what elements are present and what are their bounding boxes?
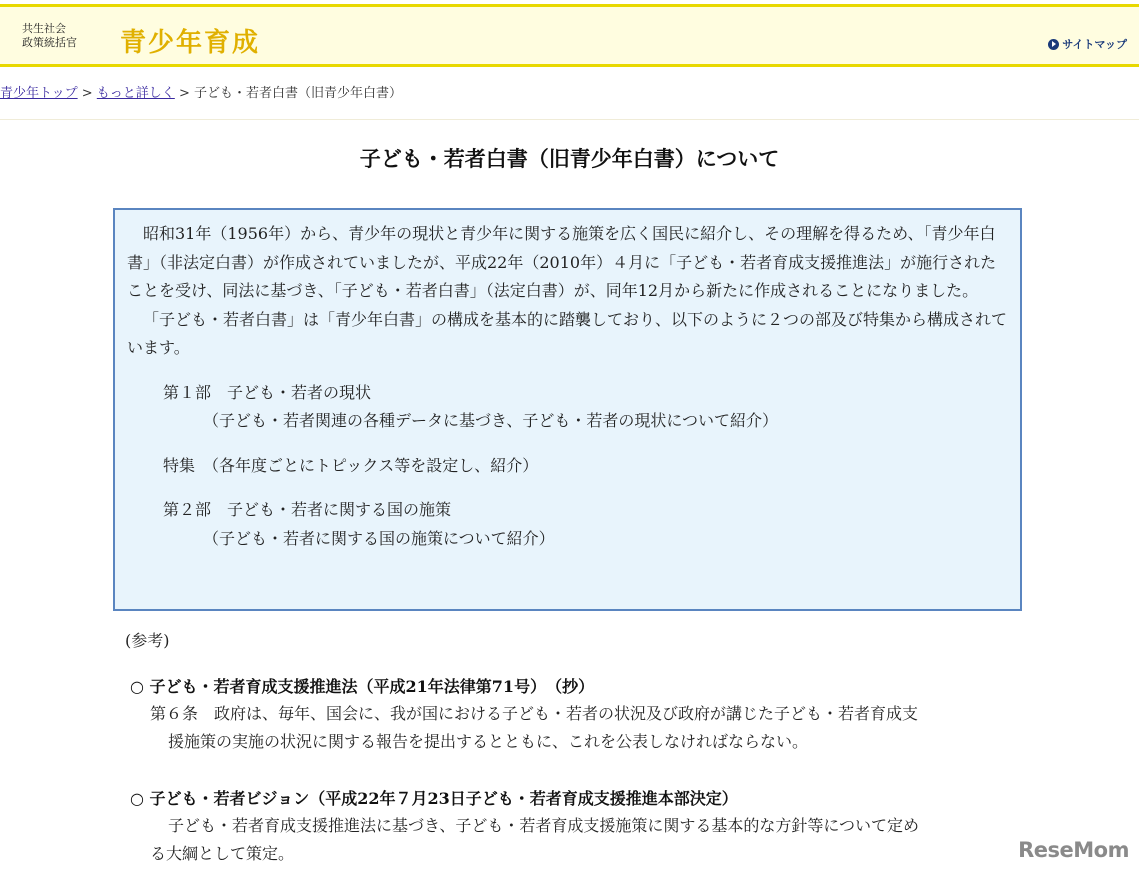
parts-list — [127, 379, 1008, 554]
law-title: ○ 子ども・若者ビジョン（平成22年７月23日子ども・若者育成支援推進本部決定） — [130, 789, 738, 808]
law-text-line: る大綱として策定。 — [150, 844, 295, 863]
part-item — [163, 379, 1008, 436]
law-title: ○ 子ども・若者育成支援推進法（平成21年法律第71号） （抄） — [130, 677, 595, 696]
breadcrumb-more-link[interactable]: もっと詳しく — [96, 86, 175, 101]
law-body — [150, 700, 1020, 756]
breadcrumb-current: 子ども・若者白書（旧青少年白書） — [193, 86, 402, 101]
org-line2: 政策統括官 — [22, 36, 77, 49]
intro-box — [113, 208, 1022, 611]
law-text-line: 援施策の実施の状況に関する報告を提出するとともに、これを公表しなければならない。 — [168, 732, 809, 751]
part-description: （子ども・若者関連の各種データに基づき、子ども・若者の現状について紹介） — [203, 411, 779, 430]
sitemap-label: サイトマップ — [1062, 38, 1127, 51]
breadcrumb — [0, 82, 402, 101]
org-name — [22, 22, 92, 50]
breadcrumb-home-link[interactable]: 青少年トップ — [0, 86, 78, 101]
law-text-line: 子ども・若者育成支援推進法に基づき、子ども・若者育成支援施策に関する基本的な方針等について定め — [168, 816, 920, 835]
part-title: 第１部 子ども・若者の現状 — [163, 382, 372, 402]
part-title: 第２部 子ども・若者に関する国の施策 — [163, 500, 452, 519]
divider — [0, 119, 1139, 120]
org-line1: 共生社会 — [22, 22, 66, 35]
resemom-logo: ReseMom — [1018, 838, 1129, 862]
site-header — [0, 4, 1139, 67]
page-title: 子ども・若者白書（旧青少年白書）について — [359, 146, 780, 171]
intro-paragraph: 昭和31年（1956年）から、青少年の現状と青少年に関する施策を広く国民に紹介し、その理解を得るため、「青少年白書」（非法定白書）が作成されていましたが、平成22年（2010年）４月に「子ども・若者育成支援推進法」が施行されたことを受け、同法に基づき、「子ども・若者白書」（法定白書）が、同年12月から新たに作成されることになりました。 — [127, 224, 997, 300]
law-text-line: 第６条 政府は、毎年、国会に、我が国における子ども・若者の状況及び政府が講じた子ども・若者育成支 — [150, 704, 919, 723]
play-circle-icon — [1048, 39, 1059, 50]
site-title[interactable]: 青少年育成 — [120, 28, 261, 58]
reference-label: (参考) — [125, 631, 170, 650]
breadcrumb-separator: > — [174, 86, 194, 101]
part-item — [163, 496, 1008, 553]
law-body — [150, 812, 1020, 868]
feature-title: 特集 （各年度ごとにトピックス等を設定し、紹介） — [163, 455, 539, 475]
part-description: （子ども・若者に関する国の施策について紹介） — [203, 528, 555, 548]
intro-paragraph: 「子ども・若者白書」は「青少年白書」の構成を基本的に踏襲しており、以下のように２つの部及び特集から構成されています。 — [127, 309, 1008, 357]
breadcrumb-separator: > — [77, 86, 97, 101]
feature-item — [163, 452, 1008, 481]
sitemap-link[interactable] — [1048, 36, 1127, 52]
